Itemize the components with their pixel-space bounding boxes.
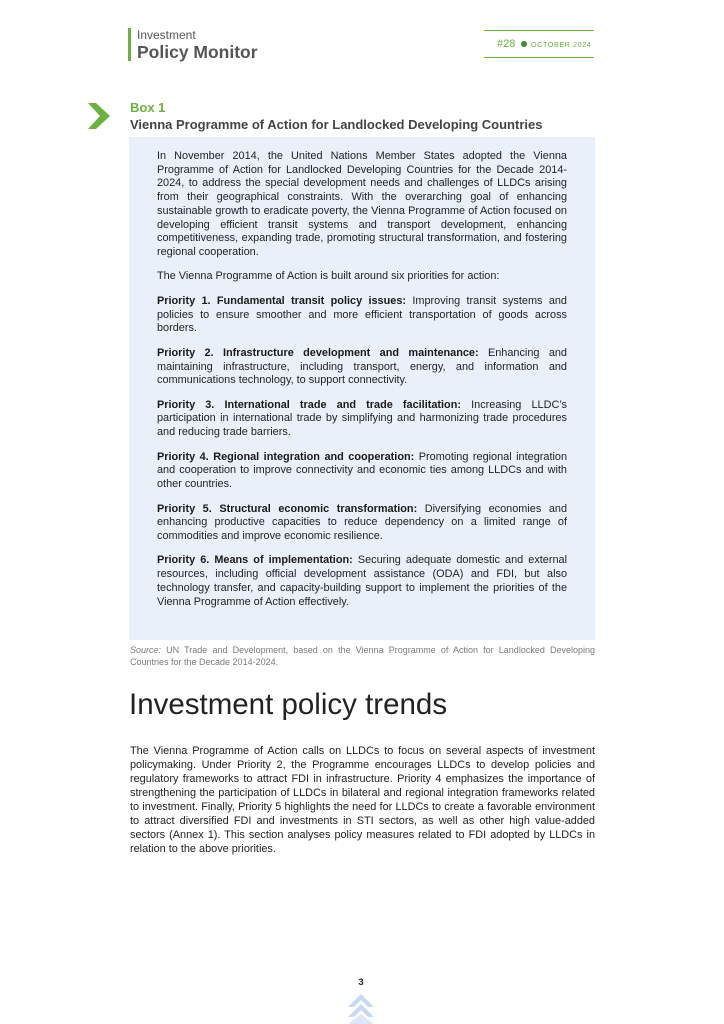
issue-divider-top [484, 30, 594, 31]
priority-item [157, 399, 567, 440]
priority-title: Priority 5. Structural economic transformation: [157, 502, 418, 515]
chevron-right-icon [88, 103, 110, 129]
source-label: Source: [130, 645, 162, 655]
priority-item [157, 503, 567, 544]
priority-title: Priority 3. International trade and trade facilitation: [157, 398, 461, 411]
info-box-content [157, 150, 567, 620]
page-number: 3 [358, 977, 364, 988]
issue-dot-icon [521, 41, 527, 47]
brand-accent-bar [128, 28, 131, 61]
section-heading: Investment policy trends [129, 688, 448, 721]
priority-item [157, 554, 567, 609]
priority-text: Promoting regional integration and cooperation to improve connectivity and economic ties among LLDCs and with other countries. [157, 450, 567, 491]
brand-title: Policy Monitor [137, 42, 258, 62]
priority-item [157, 451, 567, 492]
issue-number: #28 [497, 38, 516, 50]
brand-logo [128, 28, 328, 62]
priority-text: Diversifying economies and enhancing productive capacities to reduce dependency on a limited range of commodities and improve economic resilience. [157, 502, 568, 542]
double-chevron-up-icon [348, 994, 374, 1024]
source-note [130, 645, 595, 668]
priority-item [157, 295, 567, 336]
source-text: UN Trade and Development, based on the Vienna Programme of Action for Landlocked Developing Countries for the Decade 2014-2024. [130, 645, 595, 667]
priority-text: Enhancing and maintaining infrastructure, including transport, energy, and information and communications technology, to support connectivity. [157, 346, 567, 387]
box-lead: The Vienna Programme of Action is built around six priorities for action: [157, 270, 500, 283]
box-label: Box 1 [130, 100, 166, 115]
issue-date: OCTOBER 2024 [531, 40, 592, 49]
priority-title: Priority 6. Means of implementation: [157, 554, 353, 567]
priority-title: Priority 4. Regional integration and cooperation: [157, 450, 415, 463]
issue-info [484, 30, 594, 58]
info-box [129, 137, 595, 640]
priority-item [157, 347, 567, 388]
priority-text: Increasing LLDC’s participation in international trade by simplifying and harmonizing trade procedures and reducing trade barriers. [157, 398, 567, 439]
priority-title: Priority 2. Infrastructure development and maintenance: [157, 346, 479, 359]
priority-title: Priority 1. Fundamental transit policy issues: [157, 294, 407, 307]
priority-text: Securing adequate domestic and external resources, including official development assistance (ODA) and FDI, but also technology transfer, and capacity-building support to implement the priorities of the Vienna Programme of Action effectively. [157, 554, 568, 608]
brand-subtitle: Investment [137, 28, 196, 42]
issue-divider-bottom [484, 57, 594, 58]
section-body: The Vienna Programme of Action calls on LLDCs to focus on several aspects of investment policymaking. Under Priority 2, the Programme encourages LLDCs to develop policies and regulatory frameworks to attract FDI in infrastructure. Priority 4 emphasizes the importance of strengthening the participation of LLDCs in bilateral and regional integration frameworks related to investment. Finally, Priority 5 highlights the need for LLDCs to create a favorable environment to attract diversified FDI and investments in STI sectors, as well as other high value-added sectors (Annex 1). This section analyses policy measures related to FDI adopted by LLDCs in relation to the above priorities. [130, 745, 595, 855]
box-intro: In November 2014, the United Nations Member States adopted the Vienna Programme of Action for Landlocked Developing Countries for the Decade 2014-2024, to address the special development needs and challenges of LLDCs arising from their geographical constraints. With the overarching goal of enhancing sustainable growth to eradicate poverty, the Vienna Programme of Action focused on developing efficient transit systems and transport development, enhancing competitiveness, expanding trade, promoting structural transformation, and fostering regional cooperation. [157, 150, 567, 258]
priority-text: Improving transit systems and policies to ensure smoother and more efficient transportation of goods across borders. [157, 294, 567, 335]
box-title: Vienna Programme of Action for Landlocked Developing Countries [130, 117, 543, 132]
